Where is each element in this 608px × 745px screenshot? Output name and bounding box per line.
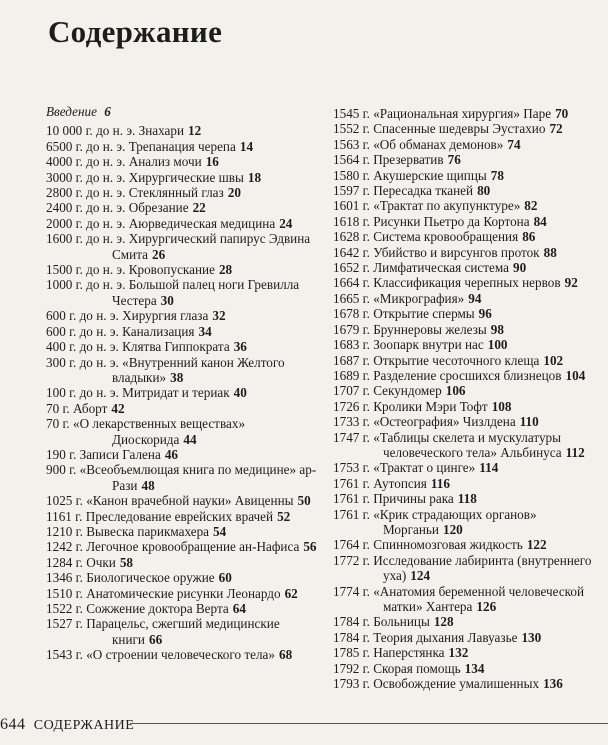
toc-entry-title: «О строении человеческого тела» [86, 647, 275, 663]
toc-entry-page: 36 [233, 339, 247, 355]
toc-entry-title: Презерватив [373, 152, 444, 168]
toc-entry [46, 339, 318, 354]
footer-page-number: 644 [0, 716, 26, 733]
toc-entry-title: Легочное кровообращение ан-Нафиса [86, 539, 300, 555]
toc-entry-date: 1764 г. [333, 537, 370, 553]
toc-entry-date: 4000 г. до н. э. [46, 154, 126, 170]
toc-entry-page: 78 [490, 167, 504, 183]
toc-entry [46, 308, 318, 323]
toc-entry-page: 126 [476, 599, 497, 614]
toc-entry-date: 1665 г. [333, 290, 370, 306]
toc-entry-title: Исследование лабиринта (внутреннего уха) [373, 552, 592, 584]
toc-entry-title: Больницы [373, 614, 430, 630]
toc-entry-date: 1707 г. [333, 383, 370, 399]
toc-entry [333, 661, 595, 676]
toc-entry-title: Хирургический папирус Эдвина Смита [112, 231, 311, 262]
toc-entry-title: Вывеска парикмахера [86, 523, 210, 539]
toc-entry-page: 108 [491, 398, 512, 414]
toc-entry-page: 116 [430, 475, 450, 491]
toc-entry-date: 1793 г. [333, 676, 370, 692]
toc-entry-date: 1784 г. [333, 614, 370, 630]
toc-entry-page: 100 [487, 337, 508, 353]
toc-entry [333, 399, 595, 414]
toc-entry-page: 136 [543, 676, 563, 692]
toc-entry [46, 647, 318, 662]
toc-entry-date: 1000 г. до н. э. [46, 277, 126, 293]
toc-entry-title: Акушерские щипцы [373, 167, 487, 183]
toc-entry-page: 112 [565, 444, 585, 460]
toc-entry-date: 1552 г. [333, 121, 370, 137]
toc-entry-page: 50 [297, 493, 311, 509]
toc-entry-date: 600 г. до н. э. [46, 323, 119, 339]
toc-entry [333, 198, 595, 213]
toc-entry-date: 1642 г. [333, 244, 370, 260]
toc-entry [333, 260, 595, 275]
toc-entry [46, 509, 318, 524]
toc-entry-title: Обрезание [128, 200, 189, 216]
toc-entry-page: 92 [564, 275, 578, 291]
toc-entry-date: 1600 г. до н. э. [46, 231, 126, 247]
toc-entry-page: 76 [447, 152, 461, 168]
toc-entry-date: 1679 г. [333, 321, 370, 337]
toc-entry-date: 100 г. до н. э. [46, 385, 119, 401]
toc-entry-date: 1753 г. [333, 460, 370, 476]
toc-entry-date: 1733 г. [333, 414, 370, 430]
toc-entry [46, 277, 318, 308]
toc-entry-page: 82 [524, 198, 538, 214]
toc-entry-title: «Трактат по акупунктуре» [373, 198, 521, 214]
toc-entry-title: Большой палец ноги Гревилла Честера [112, 277, 300, 308]
toc-entry [46, 462, 318, 493]
toc-entry-title: Пересадка тканей [373, 183, 474, 199]
toc-entry [46, 231, 318, 262]
toc-entry-page: 118 [457, 491, 477, 507]
toc-entry-title: Аутопсия [373, 475, 427, 491]
toc-entry-page: 48 [141, 477, 155, 493]
toc-entry-page: 24 [279, 215, 293, 231]
toc-entry-title: Рисунки Пьетро да Кортона [373, 213, 530, 229]
toc-right-column [333, 106, 595, 691]
toc-entry-date: 1683 г. [333, 337, 370, 353]
toc-entry [333, 414, 595, 429]
toc-entry-page: 114 [479, 460, 499, 476]
toc-entry-date: 1563 г. [333, 136, 370, 152]
toc-entry-page: 62 [284, 585, 298, 601]
toc-entry-page: 132 [448, 645, 469, 661]
toc-entry-title: Спасенные шедевры Эустахио [373, 121, 546, 137]
toc-entry-title: Система кровообращения [373, 229, 519, 245]
toc-entry-page: 98 [490, 321, 504, 337]
toc-entry-page: 54 [213, 523, 227, 539]
toc-entry-page: 58 [119, 554, 133, 570]
toc-entry-date: 1761 г. [333, 506, 370, 522]
toc-entry [333, 137, 595, 152]
toc-entry-date: 1774 г. [333, 583, 370, 599]
toc-entry-date: 1761 г. [333, 475, 370, 491]
toc-entry [46, 447, 318, 462]
toc-entry [333, 245, 595, 260]
toc-entry [46, 385, 318, 400]
toc-entry-page: 60 [218, 570, 232, 586]
toc-entry [333, 383, 595, 398]
running-footer [0, 716, 134, 734]
toc-entry-date: 900 г. [46, 462, 77, 478]
toc-entry-title: Митридат и териак [122, 385, 230, 401]
toc-entry-page: 86 [522, 229, 536, 245]
toc-entry [333, 368, 595, 383]
toc-entry-title: Теория дыхания Лавуазье [373, 629, 518, 645]
toc-entry-title: Убийство и вирсунгов проток [373, 244, 540, 260]
toc-entry-title: Знахари [138, 123, 185, 139]
toc-entry-date: 1792 г. [333, 660, 370, 676]
toc-entry [46, 586, 318, 601]
toc-entry-page: 128 [433, 614, 454, 630]
toc-entry-title: «Всеобъемлющая книга по медицине» ар-Рази [79, 462, 317, 493]
toc-entry-page: 66 [149, 631, 163, 647]
toc-entry [333, 491, 595, 506]
toc-entry-date: 1652 г. [333, 260, 370, 276]
toc-entry-page: 26 [151, 246, 166, 262]
toc-entry [333, 106, 595, 121]
toc-entry-title: Разделение сросшихся близнецов [373, 367, 562, 383]
toc-entry [333, 584, 595, 615]
toc-entry-date: 1784 г. [333, 629, 370, 645]
toc-entry-page: 88 [543, 244, 557, 260]
toc-entry-title: Аборт [73, 400, 108, 416]
toc-entry-title: Причины рака [373, 491, 454, 507]
footer-label: СОДЕРЖАНИЕ [33, 718, 135, 733]
toc-entry [46, 123, 318, 138]
toc-entry [333, 168, 595, 183]
toc-entry-title: Парацельс, сжегший медицинские книги [86, 616, 280, 647]
toc-entry-page: 44 [183, 431, 197, 447]
toc-entry-date: 1618 г. [333, 213, 370, 229]
toc-entry-page: 68 [279, 647, 293, 663]
toc-entry-page: 124 [410, 568, 431, 584]
toc-entry-date: 70 г. [46, 416, 70, 432]
toc-entry-title: Биологическое оружие [86, 570, 215, 586]
toc-entry-title: Кролики Мэри Тофт [373, 398, 488, 414]
toc-entry-date: 300 г. до н. э. [46, 354, 119, 370]
toc-entry-date: 1664 г. [333, 275, 370, 291]
toc-entry-page: 74 [507, 136, 521, 152]
toc-entry-title: Стеклянный глаз [128, 185, 224, 201]
toc-entry [333, 537, 595, 552]
toc-entry-title: Анатомические рисунки Леонардо [86, 585, 281, 601]
toc-entry-page: 56 [303, 539, 317, 555]
toc-entry-title: «Рациональная хирургия» Паре [373, 106, 552, 121]
toc-entry [333, 460, 595, 475]
toc-entry-page: 40 [233, 385, 247, 401]
toc-entry-date: 1500 г. до н. э. [46, 262, 126, 278]
toc-entry [46, 616, 318, 647]
toc-entry-title: Открытие спермы [373, 306, 475, 322]
page-title: Содержание [48, 14, 223, 49]
toc-entry-date: 1161 г. [46, 508, 83, 524]
toc-entry-date: 1687 г. [333, 352, 370, 368]
toc-entry-date: 1210 г. [46, 523, 83, 539]
toc-entry [333, 553, 595, 584]
toc-entry-page: 14 [239, 138, 254, 154]
toc-entry-page: 16 [205, 154, 219, 170]
toc-entry [46, 170, 318, 185]
toc-entry [333, 337, 595, 352]
toc-entry-page: 42 [111, 400, 125, 416]
toc-entry-date: 1601 г. [333, 198, 370, 214]
toc-entry-date: 1025 г. [46, 493, 83, 509]
toc-entry-date: 1522 г. [46, 601, 83, 616]
toc-entry-date: 1545 г. [333, 106, 370, 121]
toc-entry-title: «Крик страдающих органов» Морганьи [373, 506, 537, 537]
toc-entry-page: 94 [468, 290, 482, 306]
toc-entry [46, 139, 318, 154]
toc-entry-page: 20 [227, 185, 241, 201]
toc-entry [333, 645, 595, 660]
toc-entry-page: 122 [526, 537, 547, 553]
toc-entry-title: Записи Галена [79, 446, 161, 462]
toc-entry-date: 600 г. до н. э. [46, 308, 119, 324]
toc-entry [333, 353, 595, 368]
toc-entry-page: 70 [555, 106, 569, 121]
toc-entry [333, 306, 595, 321]
toc-entry-title: «Трактат о цинге» [373, 460, 476, 476]
toc-entry [46, 355, 318, 386]
toc-entry-date: 400 г. до н. э. [46, 339, 119, 355]
toc-entry [46, 262, 318, 277]
toc-entry-title: Клятва Гиппократа [122, 339, 230, 355]
toc-entry-title: «О лекарственных веществах» Диоскорида [73, 416, 246, 447]
toc-entry-page: 64 [232, 601, 246, 616]
toc-entry-title: Трепанация черепа [128, 138, 236, 154]
toc-entry-date: 3000 г. до н. э. [46, 169, 126, 185]
toc-entry-page: 96 [478, 306, 492, 322]
toc-entry-date: 10 000 г. до н. э. [46, 123, 136, 139]
toc-entry-page: 80 [477, 183, 491, 199]
toc-entry [46, 493, 318, 508]
toc-entry-title: Бруннеровы железы [373, 321, 487, 337]
toc-entry-page: 84 [533, 213, 547, 229]
toc-entry-title: Хирургические швы [128, 169, 244, 185]
toc-entry-page: 134 [464, 660, 485, 676]
toc-entry-title: «Канон врачебной науки» Авиценны [86, 493, 294, 509]
toc-entry-page: 32 [212, 308, 226, 324]
toc-entry-title: Классификация черепных нервов [373, 275, 561, 291]
toc-entry-title: «Об обманах демонов» [373, 136, 504, 152]
toc-left-column [46, 104, 318, 663]
toc-entry-page: 120 [442, 521, 463, 537]
toc-entry-date: 1580 г. [333, 167, 370, 183]
toc-entry-page: 52 [277, 508, 291, 524]
toc-entry [333, 614, 595, 629]
toc-entry-page: 30 [160, 292, 174, 308]
toc-entry [333, 275, 595, 290]
toc-entry-page: 130 [521, 629, 542, 645]
toc-entry-title: Аюрведическая медицина [128, 215, 276, 231]
toc-entry-title: Хирургия глаза [122, 308, 209, 324]
toc-entry [46, 416, 318, 447]
toc-entry-date: 6500 г. до н. э. [46, 138, 126, 154]
toc-entry-date: 1747 г. [333, 429, 370, 445]
intro-page: 6 [104, 104, 111, 119]
toc-entry-page: 72 [549, 121, 563, 137]
toc-entry-title: Зоопарк внутри нас [373, 337, 484, 353]
toc-entry-page: 28 [218, 262, 233, 278]
toc-entry-title: Преследование еврейских врачей [85, 508, 274, 524]
toc-entry [46, 401, 318, 416]
toc-entry-title: «Внутренний канон Желтого владыки» [112, 354, 285, 385]
toc-entry-title: Скорая помощь [373, 660, 461, 676]
toc-entry-title: Канализация [122, 323, 195, 339]
toc-entry [46, 216, 318, 231]
toc-entry-page: 102 [543, 352, 564, 368]
toc-entry-date: 1527 г. [46, 616, 83, 632]
toc-entry-title: Освобождение умалишенных [373, 676, 540, 692]
toc-entry [46, 601, 318, 616]
toc-entry [46, 524, 318, 539]
toc-entry-date: 2000 г. до н. э. [46, 215, 126, 231]
toc-entry-page: 110 [519, 414, 539, 430]
toc-entry-date: 1689 г. [333, 367, 370, 383]
toc-entry-title: «Анатомия беременной человеческой матки» Хантера [373, 583, 585, 614]
toc-entry-page: 106 [445, 383, 466, 399]
toc-entry-title: Наперстянка [373, 645, 445, 661]
toc-entry [333, 630, 595, 645]
toc-entry-date: 190 г. [46, 446, 77, 462]
toc-entry [333, 322, 595, 337]
toc-entry-title: Спинномозговая жидкость [373, 537, 523, 553]
toc-entry-page: 38 [170, 369, 184, 385]
toc-entry-date: 1284 г. [46, 554, 83, 570]
toc-entry [333, 121, 595, 136]
toc-entry-date: 70 г. [46, 400, 70, 416]
toc-entry-title: Сожжение доктора Верта [86, 601, 229, 616]
toc-entry-date: 1628 г. [333, 229, 370, 245]
toc-entry-date: 2400 г. до н. э. [46, 200, 126, 216]
toc-entry-date: 1678 г. [333, 306, 370, 322]
toc-entry [333, 430, 595, 461]
toc-entry [46, 200, 318, 215]
toc-entry-page: 46 [164, 446, 178, 462]
toc-entry-date: 1761 г. [333, 491, 370, 507]
toc-entry-title: «Остеография» Чизлдена [373, 414, 516, 430]
toc-entry-page: 12 [188, 123, 202, 139]
toc-entry-title: Открытие чесоточного клеща [373, 352, 540, 368]
toc-entry-page: 22 [192, 200, 206, 216]
toc-intro [46, 104, 318, 119]
toc-entry [333, 476, 595, 491]
toc-entry-date: 1242 г. [46, 539, 83, 555]
toc-entry [46, 555, 318, 570]
toc-entry-page: 104 [565, 367, 586, 383]
toc-entry [333, 152, 595, 167]
toc-entry-date: 2800 г. до н. э. [46, 185, 126, 201]
toc-entry [333, 507, 595, 538]
toc-entry [333, 676, 595, 691]
footer-rule [130, 723, 608, 724]
toc-entry [333, 229, 595, 244]
toc-entry-page: 34 [198, 323, 212, 339]
toc-entry [46, 570, 318, 585]
toc-entry [46, 324, 318, 339]
toc-entry [46, 539, 318, 554]
toc-entry-date: 1564 г. [333, 152, 370, 168]
toc-entry-title: «Микрография» [373, 290, 465, 306]
toc-entry-title: Анализ мочи [128, 154, 202, 170]
toc-entry-date: 1510 г. [46, 585, 83, 601]
toc-entry-date: 1346 г. [46, 570, 83, 586]
toc-entry-title: Очки [86, 554, 116, 570]
toc-entry-date: 1726 г. [333, 398, 370, 414]
toc-entry-date: 1543 г. [46, 647, 83, 663]
toc-entry [333, 183, 595, 198]
toc-entry [333, 214, 595, 229]
toc-entry-date: 1785 г. [333, 645, 370, 661]
toc-entry-title: Лимфатическая система [373, 260, 509, 276]
toc-entry-page: 90 [513, 260, 527, 276]
toc-entry [46, 185, 318, 200]
intro-label: Введение [46, 104, 97, 119]
toc-entry-date: 1597 г. [333, 183, 370, 199]
toc-entry-date: 1772 г. [333, 552, 370, 568]
toc-entry-page: 18 [247, 169, 262, 185]
toc-entry-title: Секундомер [373, 383, 442, 399]
toc-entry-title: «Таблицы скелета и мускулатуры человеческого тела» Альбинуса [373, 429, 562, 460]
toc-entry [333, 291, 595, 306]
toc-entry-title: Кровопускание [128, 262, 215, 278]
toc-entry [46, 154, 318, 169]
